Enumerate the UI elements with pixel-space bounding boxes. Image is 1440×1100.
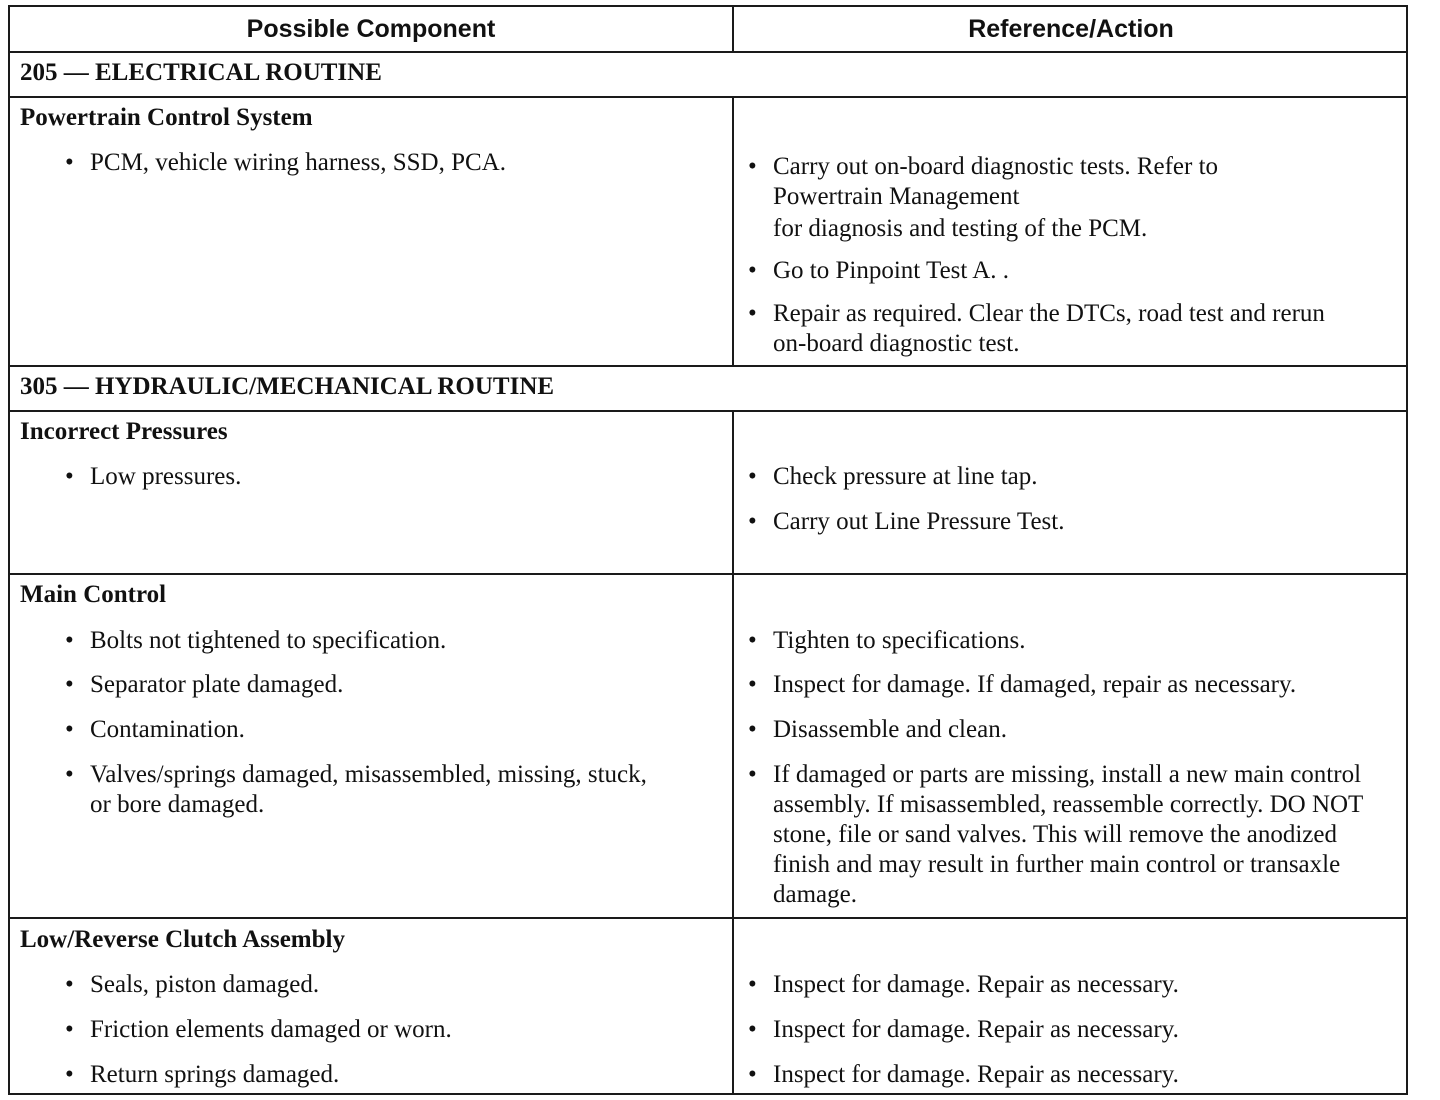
- component-incorrect-pressures: Incorrect Pressures: [20, 418, 228, 445]
- column-divider: [732, 96, 734, 365]
- column-divider: [732, 410, 734, 1093]
- row-divider: [10, 917, 1406, 919]
- bullet-icon: •: [65, 149, 74, 176]
- action-item: • Inspect for damage. Repair as necessary.: [748, 1016, 1179, 1043]
- bullet-icon: •: [65, 463, 74, 490]
- component-item: • Friction elements damaged or worn.: [65, 1016, 452, 1043]
- column-header-reference-action: Reference/Action: [968, 14, 1174, 43]
- bullet-icon: •: [65, 627, 74, 654]
- bullet-icon: •: [748, 257, 757, 284]
- bullet-icon: •: [748, 1061, 757, 1088]
- component-item: • Low pressures.: [65, 463, 242, 490]
- bullet-icon: •: [65, 1061, 74, 1088]
- column-divider: [732, 7, 734, 51]
- section-title-hydraulic-mechanical-routine: 305 — HYDRAULIC/MECHANICAL ROUTINE: [20, 373, 555, 400]
- action-item: • Disassemble and clean.: [748, 716, 1007, 743]
- bullet-icon: •: [748, 463, 757, 490]
- row-divider: [10, 96, 1406, 98]
- row-divider: [10, 410, 1406, 412]
- bullet-icon: •: [748, 716, 757, 743]
- diagnosis-table: [8, 5, 1408, 1095]
- action-item: • Tighten to specifications.: [748, 627, 1026, 654]
- action-item: • Inspect for damage. Repair as necessary.: [748, 1061, 1179, 1088]
- bullet-icon: •: [65, 761, 74, 788]
- component-item: • Bolts not tightened to specification.: [65, 627, 447, 654]
- action-item: • Check pressure at line tap.: [748, 463, 1038, 490]
- action-item: • Inspect for damage. Repair as necessary.: [748, 971, 1179, 998]
- bullet-icon: •: [748, 971, 757, 998]
- row-divider: [10, 365, 1406, 367]
- bullet-icon: •: [748, 671, 757, 698]
- row-divider: [10, 573, 1406, 575]
- action-item: • Go to Pinpoint Test A. .: [748, 257, 1010, 284]
- component-powertrain-control-system: Powertrain Control System: [20, 104, 313, 131]
- component-low-reverse-clutch-assembly: Low/Reverse Clutch Assembly: [20, 926, 345, 953]
- action-item: • Inspect for damage. If damaged, repair as necessary.: [748, 671, 1297, 698]
- row-divider: [10, 51, 1406, 53]
- bullet-icon: •: [748, 508, 757, 535]
- bullet-icon: •: [748, 1016, 757, 1043]
- bullet-icon: •: [748, 300, 757, 327]
- bullet-icon: •: [748, 627, 757, 654]
- component-item: • Valves/springs damaged, misassembled, missing, stuck, or bore damaged.: [65, 761, 647, 818]
- component-item: • PCM, vehicle wiring harness, SSD, PCA.: [65, 149, 506, 176]
- action-item: • Carry out Line Pressure Test.: [748, 508, 1065, 535]
- action-item: • Repair as required. Clear the DTCs, road test and rerun on-board diagnostic test.: [748, 300, 1325, 357]
- component-item: • Return springs damaged.: [65, 1061, 340, 1088]
- bullet-icon: •: [65, 671, 74, 698]
- bullet-icon: •: [65, 971, 74, 998]
- action-item: • If damaged or parts are missing, install a new main control assembly. If misassembled, reassemble correctly. DO NOT stone, file or sand valves. This will remove the anodized finish and may result in further main control or transaxle damage.: [748, 761, 1363, 908]
- action-item: • Carry out on-board diagnostic tests. Refer to Powertrain Management: [748, 153, 1219, 210]
- component-item: • Seals, piston damaged.: [65, 971, 320, 998]
- column-header-possible-component: Possible Component: [246, 14, 496, 43]
- bullet-icon: •: [65, 1016, 74, 1043]
- bullet-icon: •: [748, 761, 757, 788]
- section-title-electrical-routine: 205 — ELECTRICAL ROUTINE: [20, 59, 382, 86]
- action-item-continuation: for diagnosis and testing of the PCM.: [773, 215, 1148, 242]
- component-main-control: Main Control: [20, 581, 167, 608]
- component-item: • Separator plate damaged.: [65, 671, 344, 698]
- bullet-icon: •: [748, 153, 757, 180]
- component-item: • Contamination.: [65, 716, 245, 743]
- bullet-icon: •: [65, 716, 74, 743]
